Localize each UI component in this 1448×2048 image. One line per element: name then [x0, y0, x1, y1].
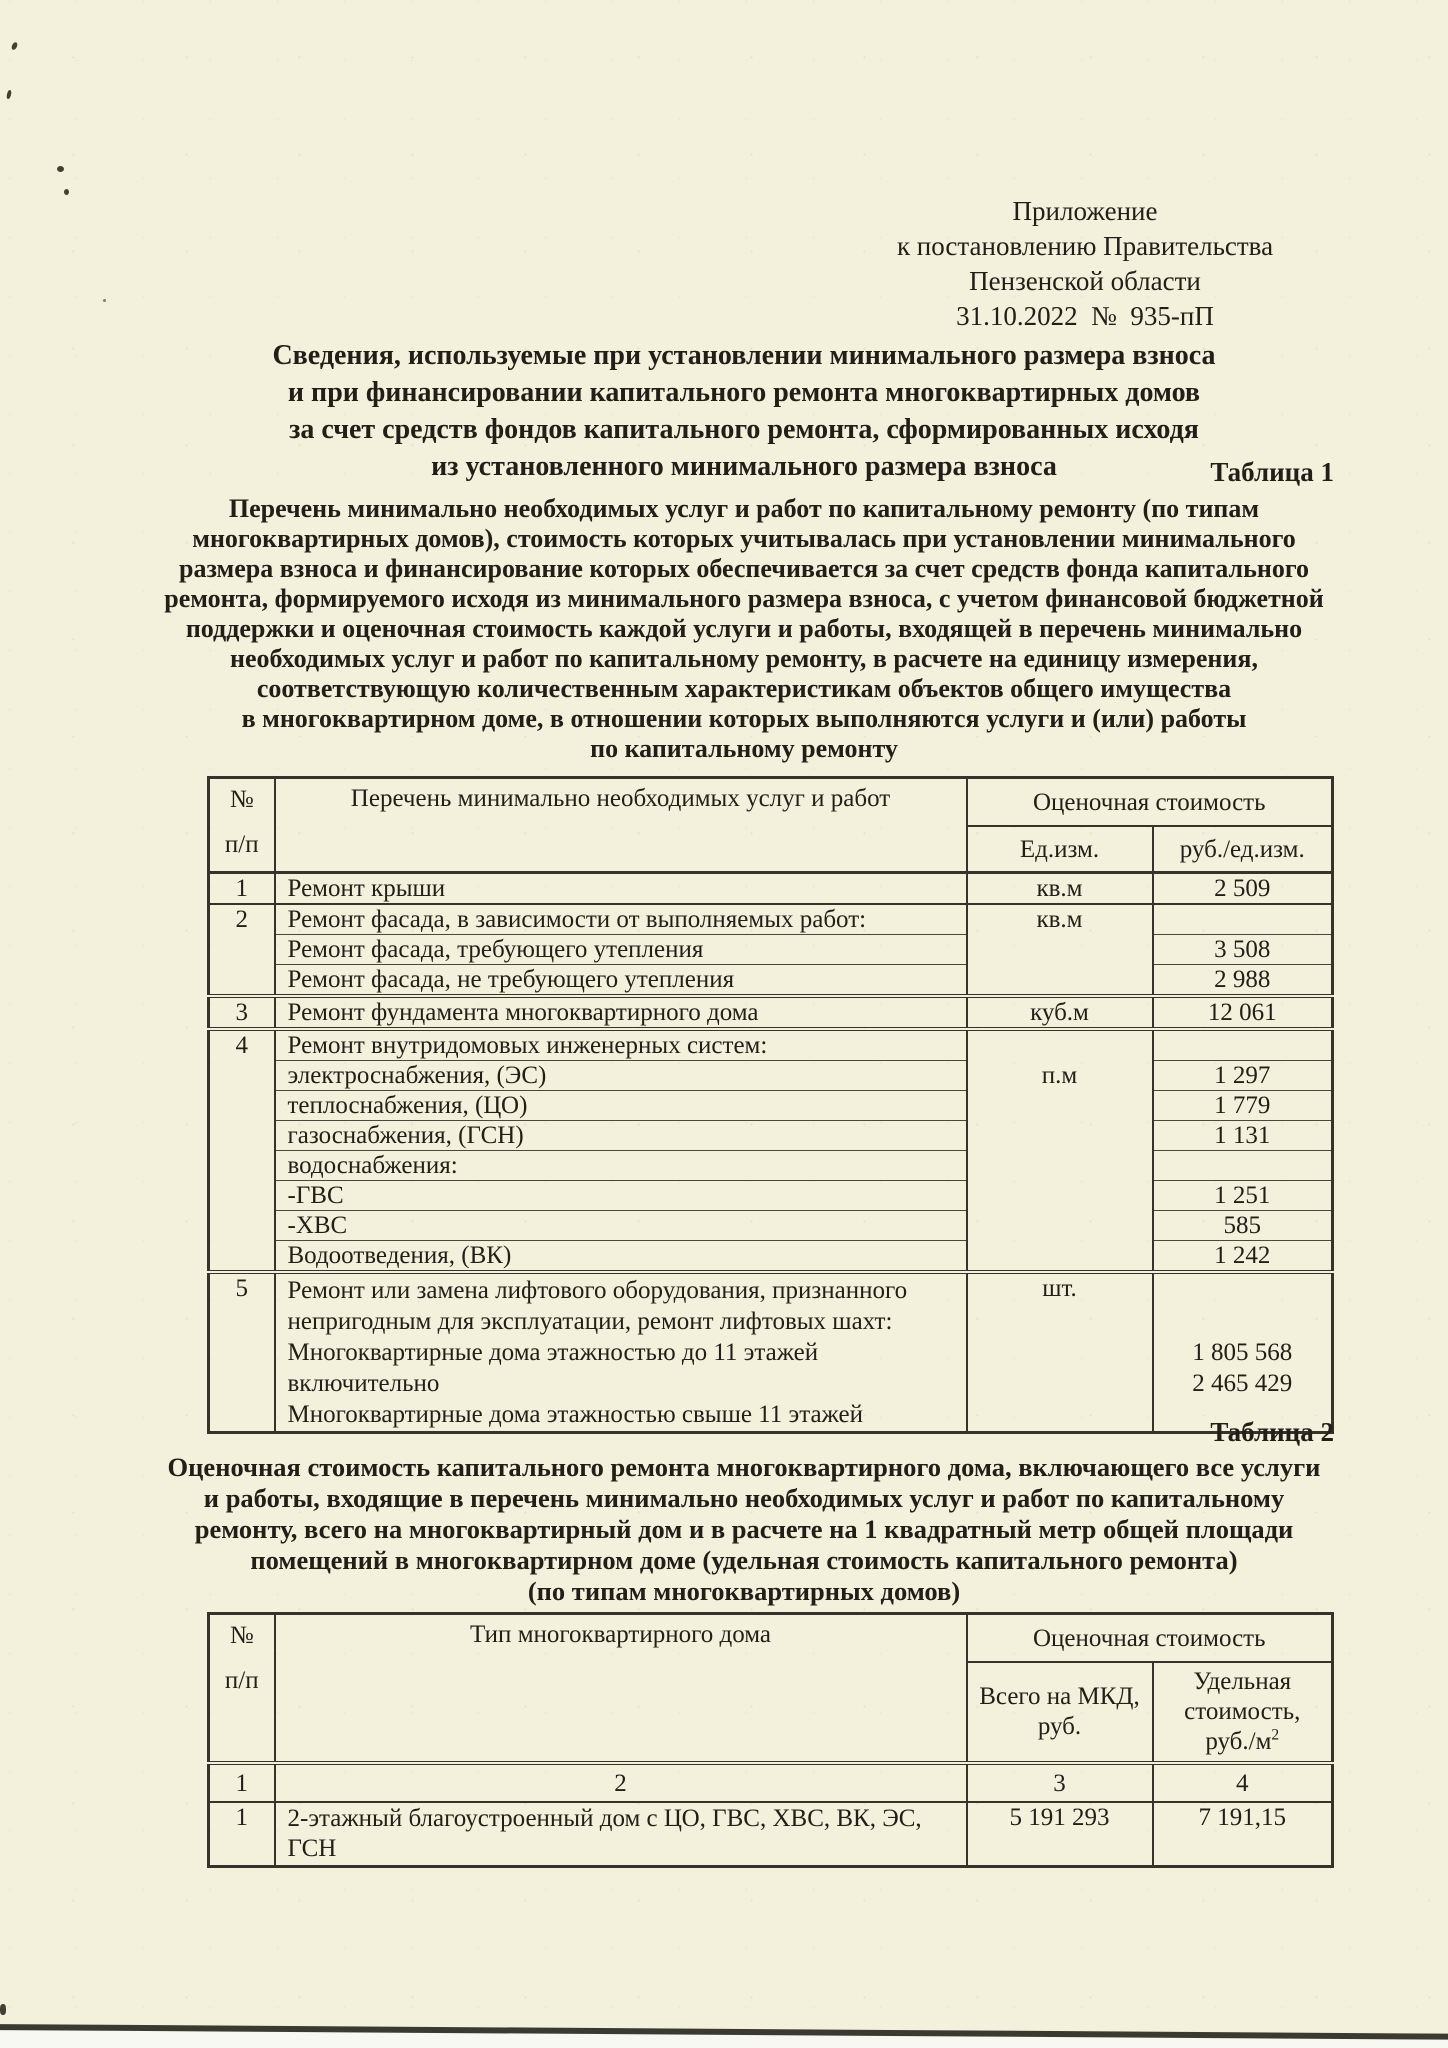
paper-speck	[57, 166, 64, 172]
title-line: из установленного минимального размера взноса	[431, 451, 1057, 482]
title-line: и при финансировании капитального ремонта многоквартирных домов	[287, 377, 1201, 408]
service-line: Многоквартирные дома этажностью до 11 этажей	[287, 1339, 819, 1366]
table1-minimum-services	[207, 776, 1334, 1434]
cell-colnum: 2	[275, 1763, 967, 1802]
paper-speck	[11, 41, 19, 50]
caption-line: соответствующую количественным характеристикам объектов общего имущества	[256, 674, 1232, 703]
table1-row-5	[209, 1272, 1333, 1433]
caption-line: Перечень минимально необходимых услуг и работ по капитальному ремонту (по типам	[228, 494, 1260, 523]
cell-service-name	[275, 1272, 967, 1433]
header-line: Приложение	[1012, 196, 1158, 226]
col-header-cost: Оценочная стоимость	[967, 1614, 1333, 1663]
col-header-num-bottom: п/п	[224, 1667, 259, 1694]
table2-caption	[74, 1452, 1414, 1607]
house-type-line: 2-этажный благоустроенный дом с ЦО, ГВС, ХВС, ВК, ЭС,	[287, 1805, 922, 1832]
cell-service-name: Ремонт фасада, в зависимости от выполняемых работ:	[275, 904, 967, 935]
caption-line: ремонту, всего на многоквартирный дом и в расчете на 1 квадратный метр общей площади	[194, 1514, 1294, 1544]
header-line: к постановлению Правительства	[896, 231, 1274, 261]
col-header-total	[967, 1662, 1153, 1763]
caption-line: (по типам многоквартирных домов)	[527, 1576, 961, 1606]
caption-line: помещений в многоквартирном доме (удельная стоимость капитального ремонта)	[250, 1545, 1238, 1575]
caption-line: размера взноса и финансирование которых обеспечивается за счет средств фонда капитального	[179, 554, 1309, 583]
cell-colnum: 4	[1153, 1763, 1333, 1802]
cell-service-name: Ремонт фундамента многоквартирного дома	[275, 996, 967, 1029]
header-line: стоимость,	[1184, 1698, 1301, 1725]
cell-unit: куб.м	[967, 996, 1153, 1029]
cell-service-name: Водоотведения, (ВК)	[275, 1241, 967, 1273]
caption-line: многоквартирных домов), стоимость которых учитывалась при установлении минимального	[192, 524, 1296, 553]
header-line: Удельная	[1193, 1668, 1292, 1695]
header-line: Пензенской области	[969, 266, 1201, 296]
cell-price: 1 242	[1153, 1241, 1333, 1273]
cell-row-number: 1	[209, 873, 275, 905]
cell-price: 2 988	[1153, 965, 1333, 997]
cell-colnum: 1	[209, 1763, 275, 1802]
caption-line: необходимых услуг и работ по капитальному ремонту, в расчете на единицу измерения,	[230, 644, 1258, 673]
table1-row-4-item	[209, 1181, 1333, 1211]
header-line: 31.10.2022 № 935-пП	[956, 301, 1214, 331]
table2-label: Таблица 2	[1210, 1417, 1334, 1447]
cell-service-name: -ХВС	[275, 1211, 967, 1241]
cell-service-name: водоснабжения:	[275, 1151, 967, 1181]
cell-service-name: газоснабжения, (ГСН)	[275, 1121, 967, 1151]
table1-row-4	[209, 1029, 1333, 1061]
price-value: 1 805 568	[1192, 1339, 1293, 1366]
cell-price: 1 251	[1153, 1181, 1333, 1211]
paper-speck	[6, 90, 12, 100]
cell-row-number: 3	[209, 996, 275, 1029]
col-header-num	[209, 1614, 275, 1764]
table1-row-1	[209, 873, 1333, 905]
cell-price	[1153, 1272, 1333, 1433]
house-type-line: ГСН	[287, 1835, 337, 1862]
table1-header-row	[209, 778, 1333, 827]
table1-row-4-item	[209, 1061, 1333, 1091]
cell-unit	[967, 1029, 1153, 1272]
cell-row-number: 1	[209, 1802, 275, 1867]
caption-line: Оценочная стоимость капитального ремонта многоквартирного дома, включающего все услуги	[167, 1452, 1321, 1482]
cell-service-name: Ремонт внутридомовых инженерных систем:	[275, 1029, 967, 1061]
service-line: Ремонт или замена лифтового оборудования, признанного	[287, 1277, 908, 1304]
document-header	[893, 194, 1277, 334]
header-line: руб.	[1037, 1713, 1082, 1740]
caption-line: поддержки и оценочная стоимость каждой услуги и работы, входящей в перечень минимально	[185, 614, 1303, 643]
col-header-price: руб./ед.изм.	[1153, 826, 1333, 873]
cell-price-empty	[1153, 904, 1333, 935]
cell-row-number: 4	[209, 1029, 275, 1272]
col-header-num-top: №	[229, 786, 254, 813]
cell-unit: шт.	[967, 1272, 1153, 1433]
col-header-num-top: №	[229, 1622, 254, 1649]
cell-service-name: Ремонт фасада, не требующего утепления	[275, 965, 967, 997]
cell-price: 3 508	[1153, 935, 1333, 965]
header-line: $руб./м^2$	[1205, 1726, 1280, 1755]
header-line: Всего на МКД,	[979, 1683, 1140, 1710]
table1-row-4-item	[209, 1211, 1333, 1241]
table1-row-2b	[209, 935, 1333, 965]
caption-line: и работы, входящие в перечень минимально необходимых услуг и работ по капитальному	[203, 1483, 1285, 1513]
caption-line: ремонта, формируемого исходя из минимального размера взноса, с учетом финансовой бюджетной	[164, 584, 1324, 613]
cell-colnum: 3	[967, 1763, 1153, 1802]
table1-label: Таблица 1	[1210, 457, 1334, 487]
table2-header-row	[209, 1614, 1333, 1663]
price-value: 2 465 429	[1192, 1370, 1293, 1397]
table1-row-4-item	[209, 1091, 1333, 1121]
col-header-unit-cost	[1153, 1662, 1333, 1763]
table1-row-2c	[209, 965, 1333, 997]
table1-row-4-item	[209, 1241, 1333, 1273]
table2-house-types	[207, 1612, 1334, 1868]
cell-price: 2 509	[1153, 873, 1333, 905]
cell-row-number: 2	[209, 904, 275, 996]
table2-row-1	[209, 1802, 1333, 1867]
superscript: 2	[1271, 1726, 1280, 1744]
cell-unit: кв.м	[967, 873, 1153, 905]
caption-line: по капитальному ремонту	[590, 734, 898, 763]
cell-service-name: Ремонт фасада, требующего утепления	[275, 935, 967, 965]
cell-service-name: -ГВС	[275, 1181, 967, 1211]
col-header-type: Тип многоквартирного дома	[275, 1614, 967, 1764]
cell-unit-cost: 7 191,15	[1153, 1802, 1333, 1867]
cell-total-cost: 5 191 293	[967, 1802, 1153, 1867]
col-header-cost: Оценочная стоимость	[967, 778, 1333, 827]
service-line: включительно	[287, 1370, 440, 1397]
service-line: непригодным для эксплуатации, ремонт лифтовых шахт:	[287, 1308, 893, 1335]
table1-row-3	[209, 996, 1333, 1029]
title-line: Сведения, используемые при установлении минимального размера взноса	[272, 340, 1216, 371]
cell-row-number: 5	[209, 1272, 275, 1433]
table1-row-2	[209, 904, 1333, 935]
cell-price: 12 061	[1153, 996, 1333, 1029]
table2-colnum-row	[209, 1763, 1333, 1802]
service-line: Многоквартирные дома этажностью свыше 11 этажей	[287, 1401, 863, 1428]
cell-service-name: теплоснабжения, (ЦО)	[275, 1091, 967, 1121]
cell-price: 1 131	[1153, 1121, 1333, 1151]
table1-row-4-item	[209, 1121, 1333, 1151]
col-header-num	[209, 778, 275, 873]
paper-speck	[0, 2004, 6, 2015]
cell-service-name: электроснабжения, (ЭС)	[275, 1061, 967, 1091]
table1-caption	[74, 494, 1414, 764]
cell-price-empty	[1153, 1029, 1333, 1061]
cell-price: 1 297	[1153, 1061, 1333, 1091]
col-header-services: Перечень минимально необходимых услуг и работ	[275, 778, 967, 873]
unit-value: п.м	[1041, 1062, 1078, 1089]
title-line: за счет средств фондов капитального ремонта, сформированных исходя	[289, 414, 1199, 445]
cell-house-type	[275, 1802, 967, 1867]
cell-price: 585	[1153, 1211, 1333, 1241]
cell-price: 1 779	[1153, 1091, 1333, 1121]
col-header-num-bottom: п/п	[224, 831, 259, 858]
paper-speck	[103, 299, 106, 302]
cell-unit: кв.м	[967, 904, 1153, 996]
col-header-unit: Ед.изм.	[967, 826, 1153, 873]
table1-row-4-item	[209, 1151, 1333, 1181]
paper-speck	[64, 189, 69, 195]
caption-line: в многоквартирном доме, в отношении которых выполняются услуги и (или) работы	[241, 704, 1247, 733]
cell-service-name: Ремонт крыши	[275, 873, 967, 905]
cell-price-empty	[1153, 1151, 1333, 1181]
